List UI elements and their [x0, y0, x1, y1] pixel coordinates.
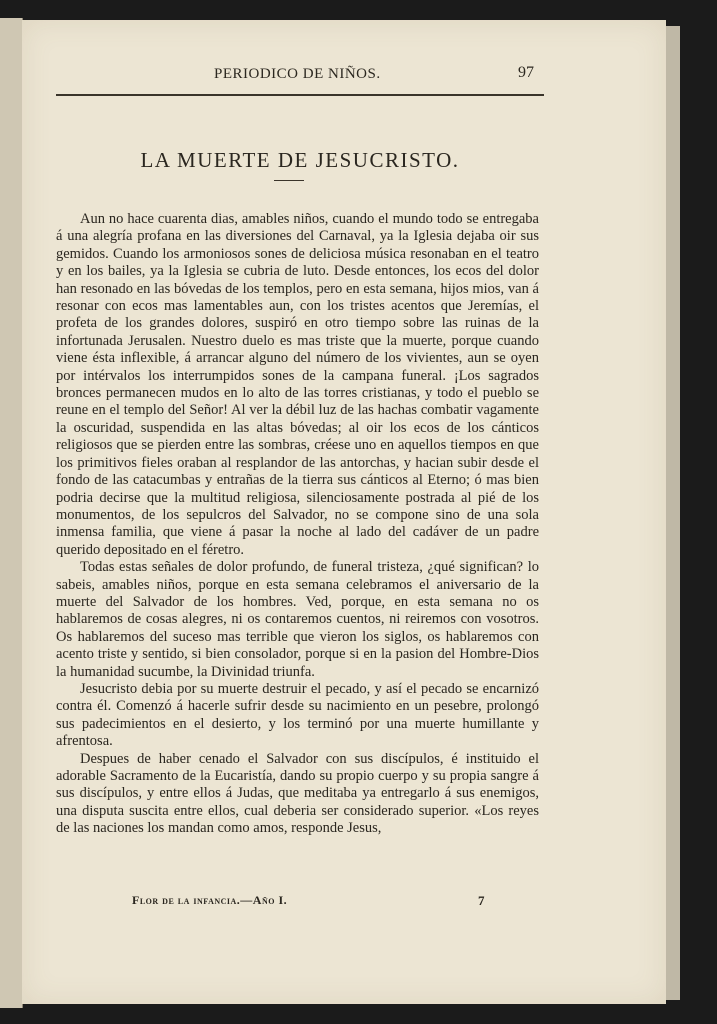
article-title: LA MUERTE DE JESUCRISTO.	[140, 148, 460, 172]
title-divider	[274, 180, 304, 181]
paragraph: Jesucristo debia por su muerte destruir el pecado, y así el pecado se encarnizó contra él. Comenzó á hacerle sufrir desde su nacimiento en un pesebre, prolongó sus padecimientos en el desierto, y los terminó por una muerte humillante y afrentosa.	[56, 680, 539, 750]
paragraph: Despues de haber cenado el Salvador con sus discípulos, é instituido el adorable Sacramento de la Eucaristía, dando su propio cuerpo y su propia sangre á sus discípulos, y entre ellos á Judas, que meditaba ya entregarlo á sus enemigos, una disputa suscita entre ellos, cual deberia ser considerado superior. «Los reyes de las naciones los mandan como amos, responde Jesus,	[56, 750, 539, 837]
page-stack-edge	[666, 26, 680, 1000]
paragraph: Todas estas señales de dolor profundo, de funeral tristeza, ¿qué significan? lo sabeis, amables niños, porque en esta semana celebramos el aniversario de la muerte del Salvador de los hombres. Ved, porque, en esta semana no os hablaremos de cosas alegres, ni os contaremos cuentos, ni reiremos con vosotros. Os hablaremos del suceso mas terrible que vieron los siglos, os hablaremos con acento triste y sentido, si bien consolador, porque si en la pasion del Hombre-Dios la humanidad sucumbe, la Divinidad triunfa.	[56, 559, 539, 680]
footer-text: Flor de la infancia.—Año I.	[132, 893, 288, 907]
previous-page-edge	[0, 18, 23, 1008]
running-title: PERIODICO DE NIÑOS.	[214, 66, 381, 82]
header-rule	[56, 94, 544, 96]
page-footer	[76, 893, 516, 913]
page-header	[56, 64, 544, 94]
article-body	[56, 211, 539, 887]
paragraph: Aun no hace cuarenta dias, amables niños, cuando el mundo todo se entregaba á una alegría profana en las diversiones del Carnaval, ya la Iglesia dejaba oir sus gemidos. Cuando los armoniosos sones de deliciosa música resonaban en el teatro y en los bailes, ya la Iglesia se cubria de luto. Desde entonces, los ecos del dolor han resonado en las bóvedas de los templos, pero en esta semana, hijos mios, van á resonar con ecos mas lamentables aun, con los tristes acentos que Jeremías, el profeta de los grandes dolores, suspiró en otro tiempo sobre las ruinas de la infortunada Jerusalen. Nuestro duelo es mas triste que la muerte, porque cuando viene ésta inflexible, á arrancar alguno del número de los vivientes, aun se oyen por intérvalos los interrumpidos sones de la campana funeral. ¡Los sagrados bronces permanecen mudos en lo alto de las torres cristianas, y todo el pueblo se reune en el templo del Señor! Al ver la débil luz de las hachas combatir vagamente la oscuridad, suspendida en las altas bóvedas; al oir los ecos de los cánticos religiosos que se pierden entre las sombras, créese uno en aquellos tiempos en que los primitivos fieles oraban al resplandor de las antorchas, y hacian subir desde el fondo de las catacumbas y entrañas de la tierra sus cánticos al Eterno; ó mas bien podria decirse que la multitud religiosa, silenciosamente postrada al pié de los monumentos, de los sepulcros del Salvador, no se compone sino de una sola inmensa familia, que viene á pasar la noche al lado del cadáver de un padre querido depositado en el féretro.	[56, 211, 539, 558]
signature-mark: 7	[478, 893, 485, 908]
page-number: 97	[518, 64, 534, 81]
